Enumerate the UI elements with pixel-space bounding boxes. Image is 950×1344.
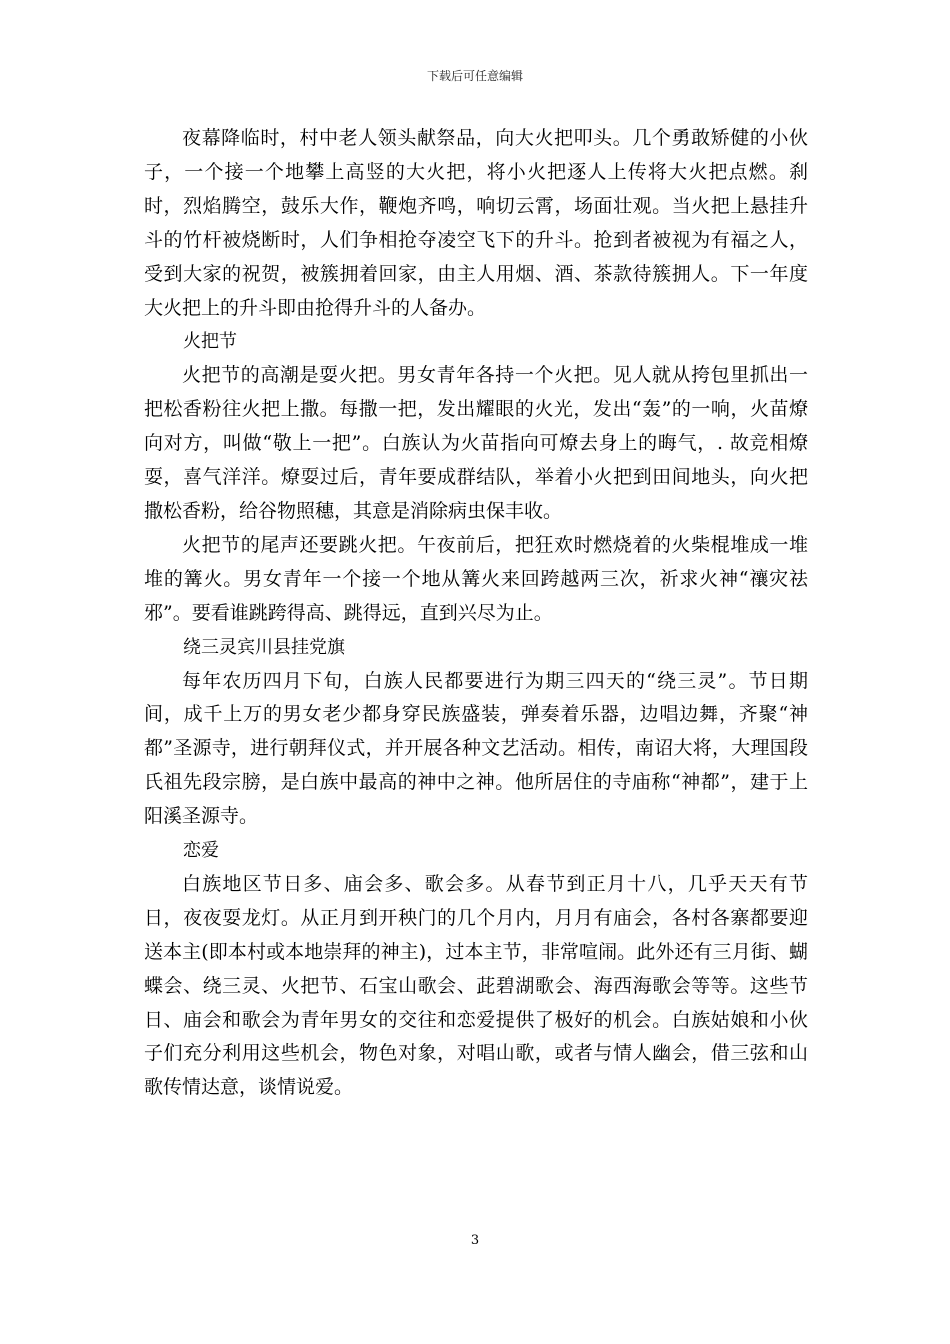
paragraph-torch-ignition: 夜幕降临时，村中老人领头献祭品，向大火把叩头。几个勇敢矫健的小伙子，一个接一个地攀上高竖的大火把，将小火把逐人上传将大火把点燃。刹时，烈焰腾空，鼓乐大作，鞭炮齐鸣，响切云霄，场面壮观。当火把上悬挂升斗的竹杆被烧断时，人们争相抢夺凌空飞下的升斗。抢到者被视为有福之人，受到大家的祝贺，被簇拥着回家，由主人用烟、酒、茶款待簇拥人。下一年度大火把上的升斗即由抢得升斗的人备办。 (144, 127, 808, 319)
paragraph-raosanling: 每年农历四月下旬，白族人民都要进行为期三四天的“绕三灵”。节日期间，成千上万的男女老少都身穿民族盛装，弹奏着乐器，边唱边舞，齐聚“神都”圣源寺，进行朝拜仪式，并开展各种文艺活动。相传，南诏大将，大理国段氏祖先段宗膀，是白族中最高的神中之神。他所居住的寺庙称“神都”，建于上阳溪圣源寺。 (144, 669, 808, 828)
section-heading-courtship: 恋爱 (183, 840, 219, 862)
document-body (144, 122, 808, 1105)
section-heading-torch-festival: 火把节 (183, 331, 237, 353)
paragraph-torch-play: 火把节的高潮是耍火把。男女青年各持一个火把。见人就从挎包里抓出一把松香粉往火把上撒。每撒一把，发出耀眼的火光，发出“轰”的一响，火苗燎向对方，叫做“敬上一把”。白族认为火苗指向可燎去身上的晦气，. 故竞相燎耍，喜气洋洋。燎耍过后，青年要成群结队，举着小火把到田间地头，向火把撒松香粉，给谷物照穗，其意是消除病虫保丰收。 (144, 364, 808, 522)
page-number: 3 (470, 1233, 480, 1248)
page-header: 下载后可任意编辑 (426, 69, 523, 83)
paragraph-courtship: 白族地区节日多、庙会多、歌会多。从春节到正月十八，几乎天天有节日，夜夜耍龙灯。从正月到开秧门的几个月内，月月有庙会，各村各寨都要迎送本主(即本村或本地崇拜的神主)，过本主节，非常喧闹。此外还有三月街、蝴蝶会、绕三灵、火把节、石宝山歌会、茈碧湖歌会、海西海歌会等等。这些节日、庙会和歌会为青年男女的交往和恋爱提供了极好的机会。白族姑娘和小伙子们充分利用这些机会，物色对象，对唱山歌，或者与情人幽会，借三弦和山歌传情达意，谈情说爱。 (144, 872, 808, 1099)
paragraph-torch-jump: 火把节的尾声还要跳火把。午夜前后，把狂欢时燃烧着的火柴棍堆成一堆堆的篝火。男女青年一个接一个地从篝火来回跨越两三次，祈求火神“禳灾祛邪”。要看谁跳跨得高、跳得远，直到兴尽为止。 (144, 533, 808, 624)
section-heading-raosanling: 绕三灵宾川县挂党旗 (183, 636, 345, 658)
